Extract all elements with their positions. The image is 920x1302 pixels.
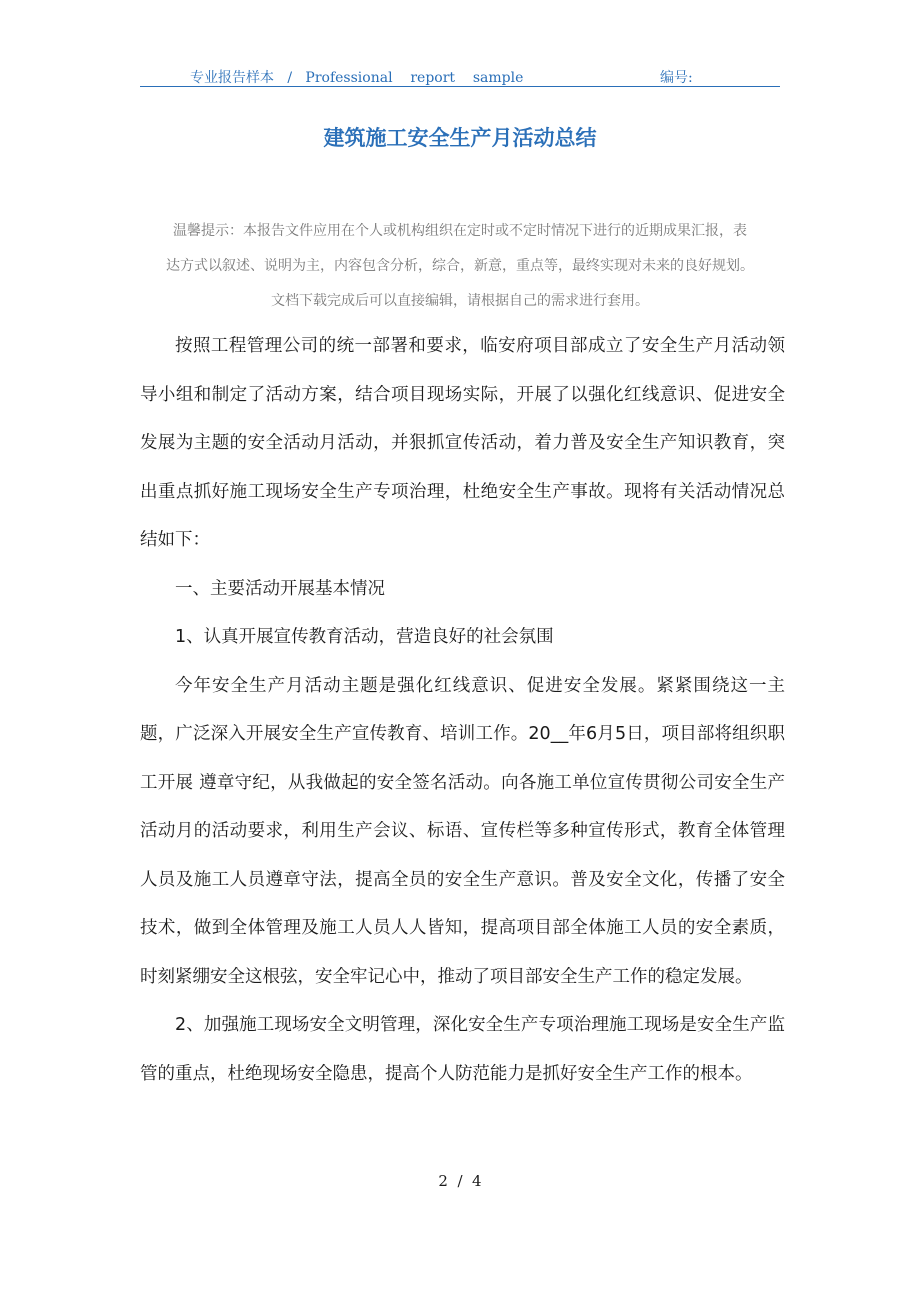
page-header [140, 64, 780, 87]
subsection-heading-1: 1、认真开展宣传教育活动，营造良好的社会氛围 [175, 627, 554, 647]
notice-line-2: 达方式以叙述、说明为主，内容包含分析，综合，新意，重点等，最终实现对未来的良好规划。 [166, 258, 754, 274]
header-number-label: 编号: [660, 70, 693, 86]
document-title: 建筑施工安全生产月活动总结 [323, 126, 597, 150]
notice-line-1: 温馨提示：本报告文件应用在个人或机构组织在定时或不定时情况下进行的近期成果汇报，表 [173, 223, 747, 239]
header-doc-type: 专业报告样本 / Professional report sample [190, 70, 524, 86]
page-number: 2 / 4 [438, 1172, 482, 1190]
paragraph-intro: 按照工程管理公司的统一部署和要求，临安府项目部成立了安全生产月活动领导小组和制定了活动方案，结合项目现场实际，开展了以强化红线意识、促进安全发展为主题的安全活动月活动，并狠抓宣传活动，着力普及安全生产知识教育，突出重点抓好施工现场安全生产专项治理，杜绝安全生产事故。现将有关活动情况总结如下： [140, 336, 785, 550]
notice-block [140, 214, 780, 319]
document-body [140, 322, 785, 1098]
subsection-heading-2: 2、加强施工现场安全文明管理，深化安全生产专项治理施工现场是安全生产监管的重点，杜绝现场安全隐患，提高个人防范能力是抓好安全生产工作的根本。 [140, 1015, 785, 1084]
paragraph-publicity: 今年安全生产月活动主题是强化红线意识、促进安全发展。紧紧围绕这一主题，广泛深入开展安全生产宣传教育、培训工作。20__年6月5日，项目部将组织职工开展 遵章守纪，从我做起的安全签名活动。向各施工单位宣传贯彻公司安全生产活动月的活动要求，利用生产会议、标语、宣传栏等多种宣传形式，教育全体管理人员及施工人员遵章守法，提高全员的安全生产意识。普及安全文化，传播了安全技术，做到全体管理及施工人员人人皆知，提高项目部全体施工人员的安全素质，时刻紧绷安全这根弦，安全牢记心中，推动了项目部安全生产工作的稳定发展。 [140, 675, 785, 987]
section-heading-1: 一、主要活动开展基本情况 [175, 578, 385, 599]
notice-line-3: 文档下载完成后可以直接编辑，请根据自己的需求进行套用。 [271, 293, 649, 309]
